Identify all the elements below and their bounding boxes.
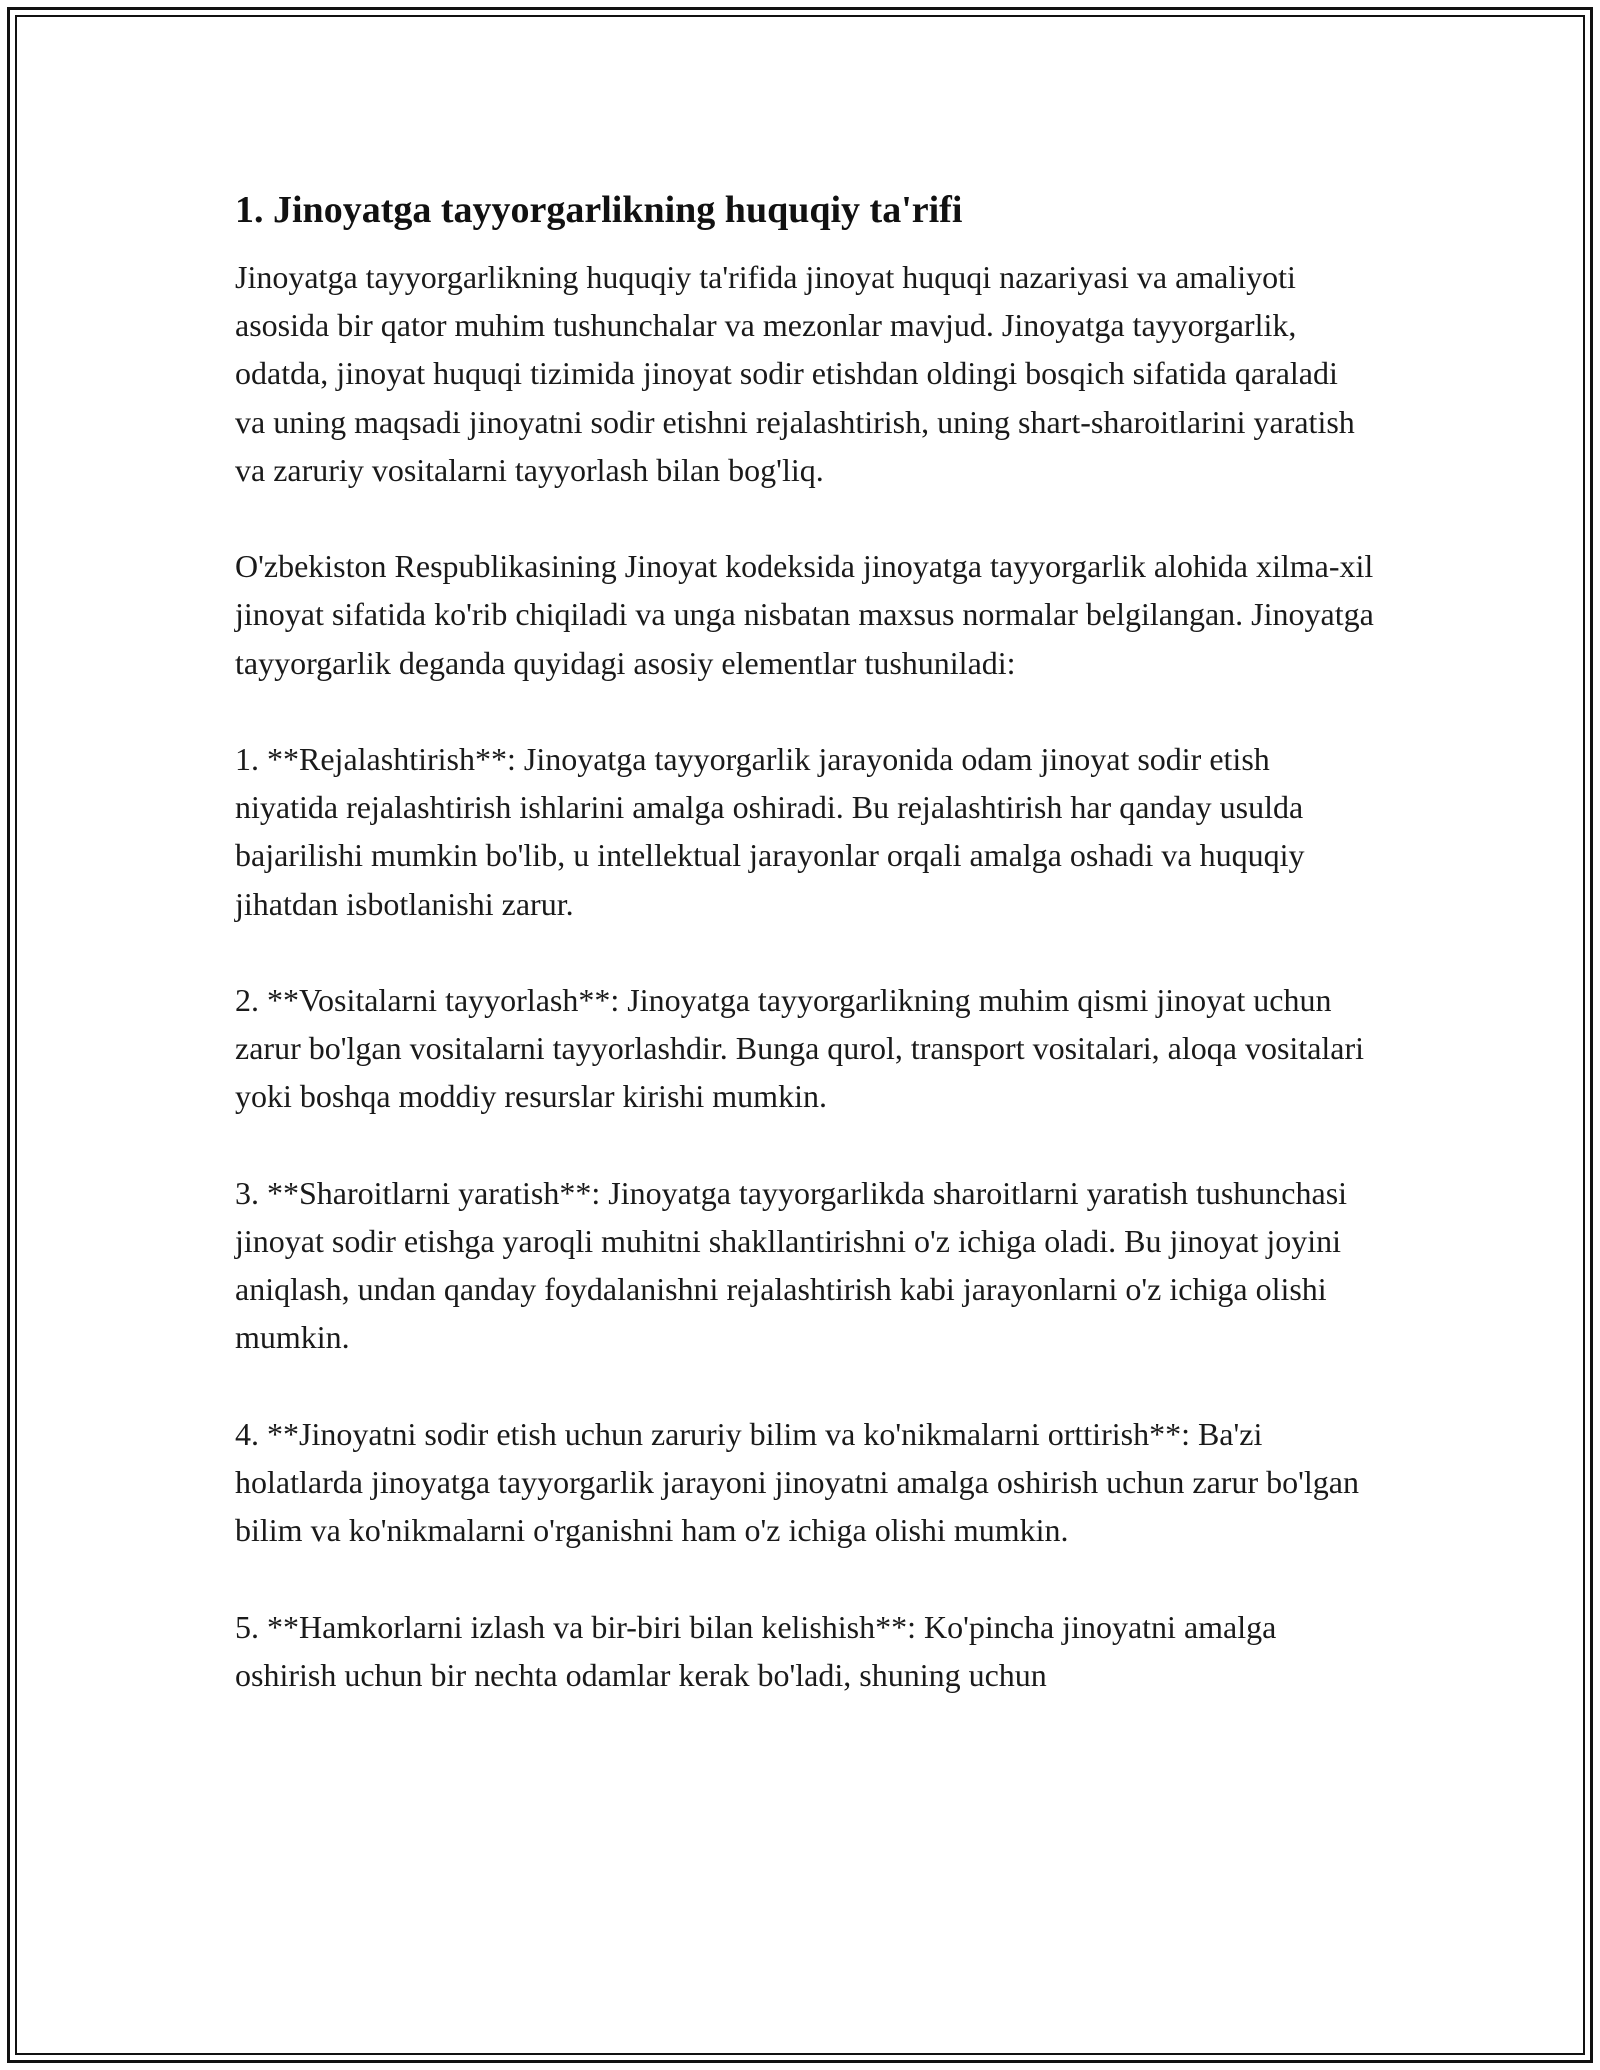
list-item-conditions: 3. **Sharoitlarni yaratish**: Jinoyatga tayyorgarlikda sharoitlarni yaratish tushunchasi jinoyat sodir etishga yaroqli muhitni shakllantirishni o'z ichiga oladi. Bu jinoyat joyini aniqlash, undan qanday foydalanishni rejalashtirish kabi jarayonlarni o'z ichiga olishi mumkin. [235,1174,1348,1356]
list-item-planning: 1. **Rejalashtirish**: Jinoyatga tayyorgarlik jarayonida odam jinoyat sodir etish niyatida rejalashtirish ishlarini amalga oshiradi. Bu rejalashtirish har qanday usulda bajarilishi mumkin bo'lib, u intellektual jarayonlar orqali amalga oshadi va huquqiy jihatdan isbotlanishi zarur. [235,741,1305,922]
paragraph-intro: Jinoyatga tayyorgarlikning huquqiy ta'rifida jinoyat huquqi nazariyasi va amaliyoti asosida bir qator muhim tushunchalar va mezonlar mavjud. Jinoyatga tayyorgarlik, odatda, jinoyat huquqi tizimida jinoyat sodir etishdan oldingi bosqich sifatida qaraladi va uning maqsadi jinoyatni sodir etishni rejalashtirish, uning shart-sharoitlarini yaratish va zaruriy vositalarni tayyorlash bilan bog'liq. [235,259,1355,488]
paragraph-code-definition: O'zbekiston Respublikasining Jinoyat kodeksida jinoyatga tayyorgarlik alohida xilma-xil jinoyat sifatida ko'rib chiqiladi va unga nisbatan maxsus normalar belgilangan. Jinoyatga tayyorgarlik deganda quyidagi asosiy elementlar tushuniladi: [235,548,1374,681]
section-heading: 1. Jinoyatga tayyorgarlikning huquqiy ta'rifi [235,189,963,231]
list-item-partners: 5. **Hamkorlarni izlash va bir-biri bilan kelishish**: Ko'pincha jinoyatni amalga oshirish uchun bir nechta odamlar kerak bo'ladi, shuning uchun [235,1608,1277,1693]
list-item-skills: 4. **Jinoyatni sodir etish uchun zaruriy bilim va ko'nikmalarni orttirish**: Ba'zi holatlarda jinoyatga tayyorgarlik jarayoni jinoyatni amalga oshirish uchun zarur bo'lgan bilim va ko'nikmalarni o'rganishni ham o'z ichiga olishi mumkin. [235,1415,1359,1549]
list-item-tools: 2. **Vositalarni tayyorlash**: Jinoyatga tayyorgarlikning muhim qismi jinoyat uchun zarur bo'lgan vositalarni tayyorlashdir. Bunga qurol, transport vositalari, aloqa vositalari yoki boshqa moddiy resurslar kirishi mumkin. [235,982,1365,1115]
document-body [235,185,1375,1699]
